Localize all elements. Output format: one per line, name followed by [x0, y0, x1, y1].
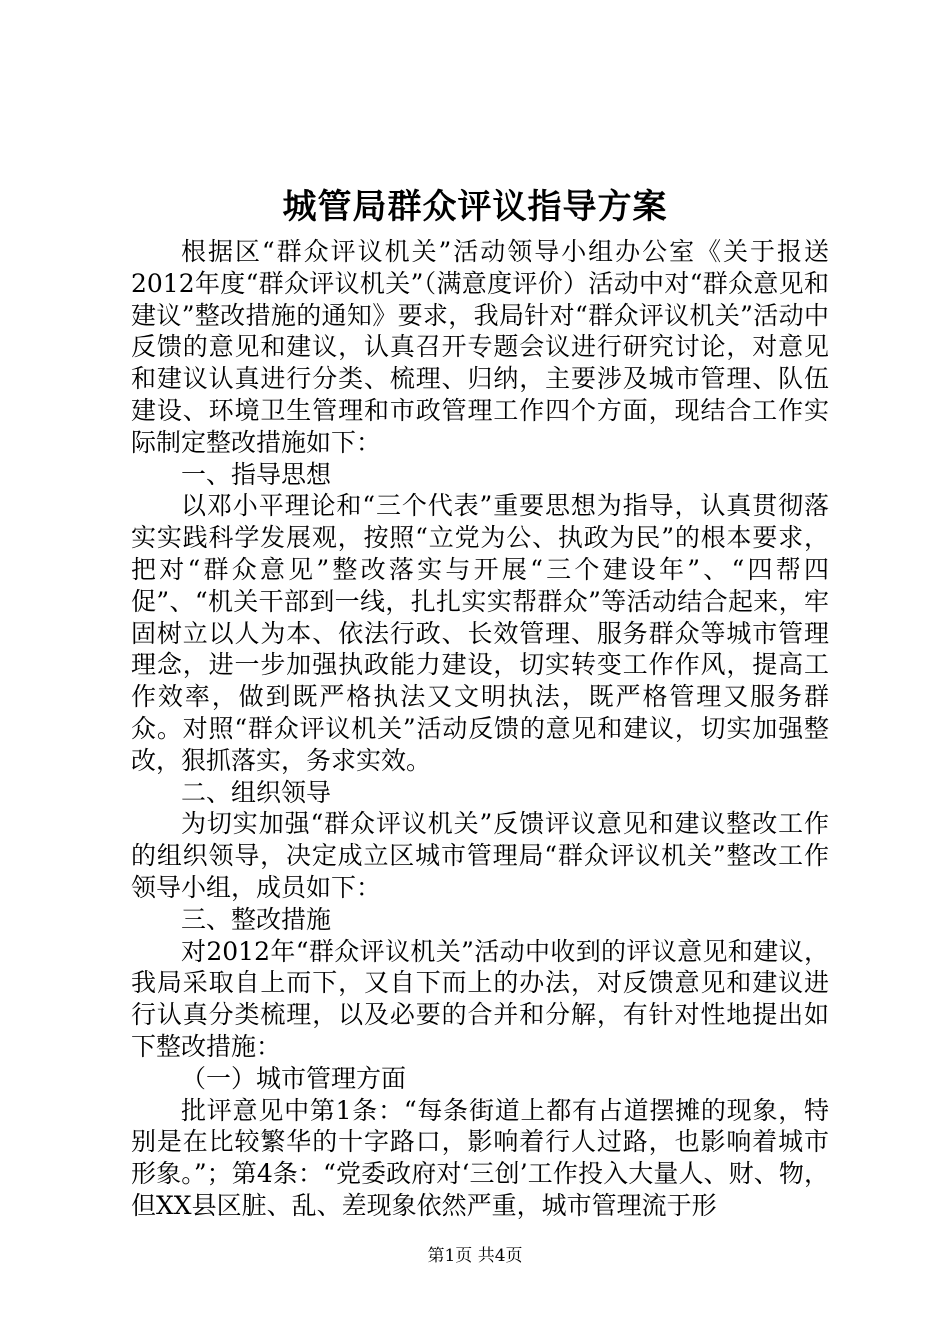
intro-paragraph: 根据区“群众评议机关”活动领导小组办公室《关于报送2012年度“群众评议机关”（满意度评价）活动中对“群众意见和建议”整改措施的通知》要求，我局针对“群众评议机关”活动中反馈的意见和建议，认真召开专题会议进行研究讨论，对意见和建议认真进行分类、梳理、归纳，主要涉及城市管理、队伍建设、环境卫生管理和市政管理工作四个方面，现结合工作实际制定整改措施如下：: [131, 237, 829, 457]
section-heading-measures: 三、整改措施: [181, 904, 332, 934]
section-heading-guiding-ideology: 一、指导思想: [181, 459, 332, 489]
page-number-footer: 第1页 共4页: [427, 1246, 523, 1266]
subsection-heading-city-management: （一）城市管理方面: [181, 1063, 407, 1093]
criticism-paragraph: 批评意见中第1条：“每条街道上都有占道摆摊的现象，特别是在比较繁华的十字路口，影响着行人过路，也影响着城市形象。”；第4条：“党委政府对‘三创’工作投入大量人、财、物，但XX县区脏、乱、差现象依然严重，城市管理流于形: [131, 1095, 829, 1220]
measures-paragraph: 对2012年“群众评议机关”活动中收到的评议意见和建议，我局采取自上而下，又自下而上的办法，对反馈意见和建议进行认真分类梳理，以及必要的合并和分解，有针对性地提出如下整改措施：: [131, 936, 829, 1061]
section-heading-organization: 二、组织领导: [181, 777, 332, 807]
document-body: [131, 236, 829, 1222]
guiding-ideology-paragraph: 以邓小平理论和“三个代表”重要思想为指导，认真贯彻落实实践科学发展观，按照“立党为公、执政为民”的根本要求，把对“群众意见”整改落实与开展“三个建设年”、“四帮四促”、“机关干部到一线，扎扎实实帮群众”等活动结合起来，牢固树立以人为本、依法行政、长效管理、服务群众等城市管理理念，进一步加强执政能力建设，切实转变工作作风，提高工作效率，做到既严格执法又文明执法，既严格管理又服务群众。对照“群众评议机关”活动反馈的意见和建议，切实加强整改，狠抓落实，务求实效。: [131, 491, 829, 775]
organization-paragraph: 为切实加强“群众评议机关”反馈评议意见和建议整改工作的组织领导，决定成立区城市管理局“群众评议机关”整改工作领导小组，成员如下：: [131, 809, 829, 902]
document-title: 城管局群众评议指导方案: [282, 187, 668, 227]
